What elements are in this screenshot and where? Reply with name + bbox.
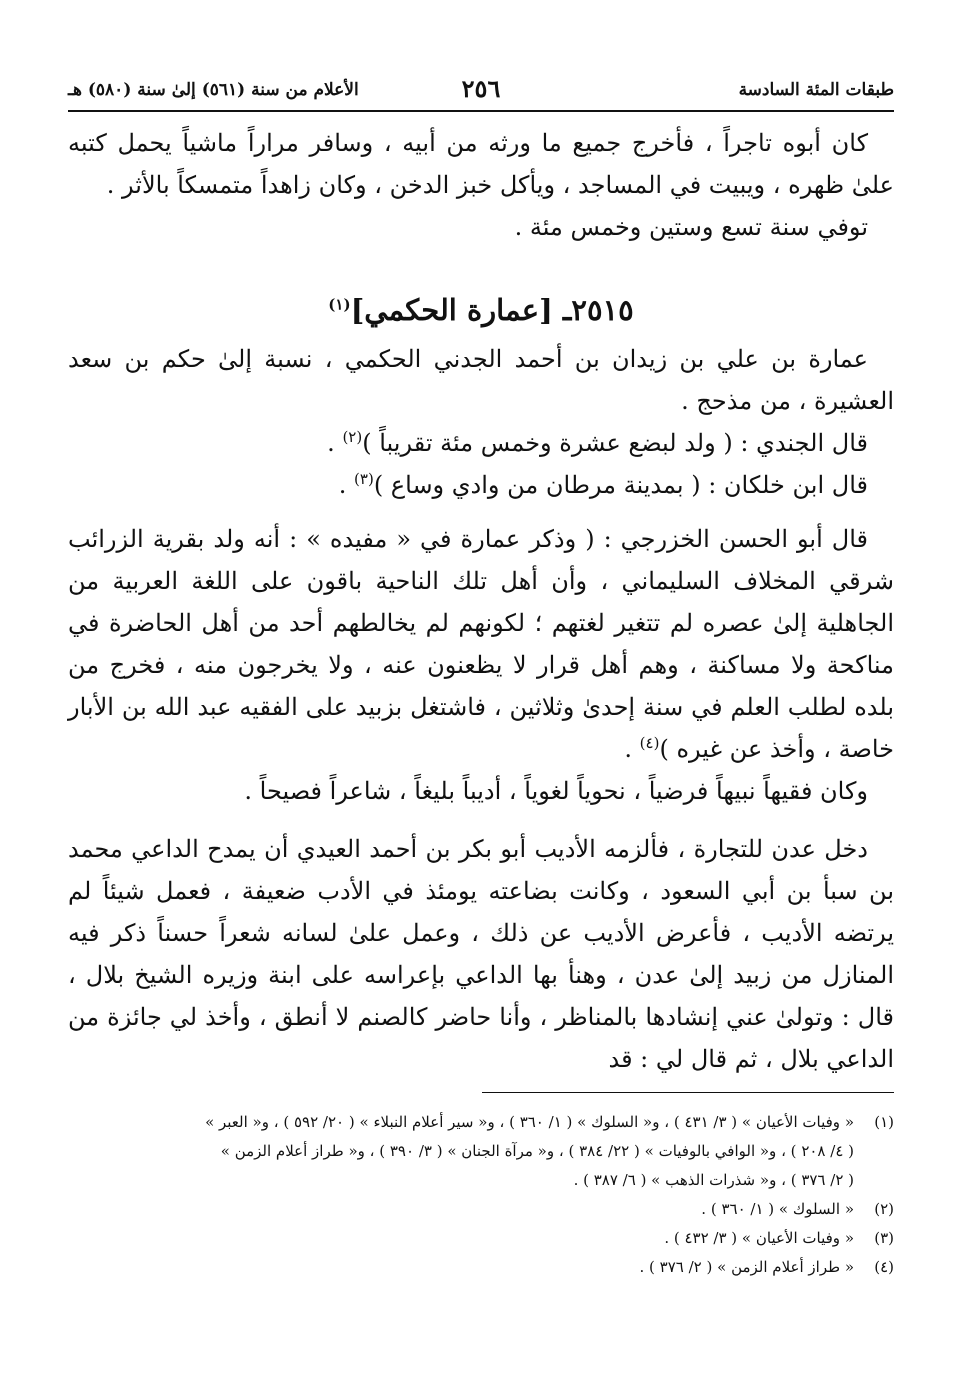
header-divider <box>68 110 894 112</box>
footnote-text-continued: ( ٢/ ٣٧٦ ) ، و« شذرات الذهب » ( ٦/ ٣٨٧ ) . <box>573 1171 854 1189</box>
footnotes <box>68 1108 894 1282</box>
quote-jundi-text: قال الجندي : ( ولد لبضع عشرة وخمس مئة تقريباً ) <box>362 429 868 457</box>
footnote-number: (١) <box>874 1113 894 1131</box>
footnote-text: « وفيات الأعيان » ( ٣/ ٤٣٢ ) . <box>664 1229 854 1247</box>
quote-ibn-khallikan-text: قال ابن خلكان : ( بمدينة مرطان من وادي وساع ) <box>373 471 868 499</box>
footnote-text-continued: ( ٤/ ٢٠٨ ) ، و« الوافي بالوفيات » ( ٢٢/ ٣٨٤ ) ، و« مرآة الجنان » ( ٣/ ٣٩٠ ) ، و« طراز أعلام الزمن » <box>220 1142 854 1160</box>
footnote-text: « وفيات الأعيان » ( ٣/ ٤٣١ ) ، و« السلوك » ( ١/ ٣٦٠ ) ، و« سير أعلام النبلاء » ( ٢٠/ ٥٩٢ ) ، و« العبر » <box>205 1113 854 1131</box>
entry-title <box>68 288 894 332</box>
paragraph-father: كان أبوه تاجراً ، فأخرج جميع ما ورثه من أبيه ، وسافر مراراً ماشياً يحمل كتبه علىٰ ظهره ، ويبيت في المساجد ، ويأكل خبز الدخن ، وكان زاهداً متمسكاً بالأثر . <box>68 129 894 199</box>
entry-title-text: ٢٥١٥ـ [عمارة الحكمي] <box>350 293 634 327</box>
page-number: ٢٥٦ <box>461 74 501 103</box>
footnote-item <box>68 1195 894 1224</box>
footnote-number: (٢) <box>874 1200 894 1218</box>
quote-khazraji-text: قال أبو الحسن الخزرجي : ( وذكر عمارة في « مفيده » : أنه ولد بقرية الزرائب شرقي المخلاف السليماني ، وأن أهل تلك الناحية باقون على اللغة العربية من الجاهلية إلىٰ عصره لم تتغير لغتهم ؛ لكونهم لم يخالطهم أحد من أهل الحاضرة في مناكحة ولا مساكنة ، وهم أهل قرار لا يظعنون عنه ، ولا يخرجون منه ، فخرج من بلده لطلب العلم في سنة إحدىٰ وثلاثين ، فاشتغل بزبيد على الفقيه عبد الله بن الأبار خاصة ، وأخذ عن غيره ) <box>68 525 894 763</box>
paragraph-death-date: توفي سنة تسع وستين وخمس مئة . <box>514 213 868 241</box>
footnote-ref-2: (٢) <box>342 428 363 446</box>
main-text <box>68 122 894 1080</box>
footnote-ref-3: (٣) <box>354 470 374 488</box>
paragraph-praise: وكان فقيهاً نبيهاً فرضياً ، نحوياً لغوياً ، أديباً بليغاً ، شاعراً فصيحاً . <box>244 777 868 805</box>
footnote-ref-1: (١) <box>328 295 351 314</box>
footnote-ref-4: (٤) <box>639 734 660 752</box>
quote-ibn-khallikan: قال ابن خلكان : ( بمدينة مرطان من وادي وساع )$^{(٣)}$ . <box>338 470 868 499</box>
footnote-divider <box>482 1092 894 1093</box>
paragraph-lineage: عمارة بن علي بن زيدان بن أحمد الجدني الحكمي ، نسبة إلىٰ حكم بن سعد العشيرة ، من مذحج . <box>68 345 894 415</box>
footnote-item <box>68 1108 894 1137</box>
footnote-text: « السلوك » ( ١/ ٣٦٠ ) . <box>701 1200 854 1218</box>
quote-jundi: قال الجندي : ( ولد لبضع عشرة وخمس مئة تقريباً )$^{(٢)}$ . <box>327 428 868 457</box>
footnote-number: (٣) <box>874 1229 894 1247</box>
footnote-item <box>68 1253 894 1282</box>
footnote-number: (٤) <box>874 1258 894 1276</box>
footnote-item <box>68 1224 894 1253</box>
quote-khazraji: قال أبو الحسن الخزرجي : ( وذكر عمارة في « مفيده » : أنه ولد بقرية الزرائب شرقي المخلاف السليماني ، وأن أهل تلك الناحية باقون على اللغة العربية من الجاهلية إلىٰ عصره لم تتغير لغتهم ؛ لكونهم لم يخالطهم أحد من أهل الحاضرة في مناكحة ولا مساكنة ، وهم أهل قرار لا يظعنون عنه ، ولا يخرجون منه ، فخرج من بلده لطلب العلم في سنة إحدىٰ وثلاثين ، فاشتغل بزبيد على الفقيه عبد الله بن الأبار خاصة ، وأخذ عن غيره )$^{(٤)}$ . <box>68 525 894 763</box>
paragraph-aden-story: دخل عدن للتجارة ، فألزمه الأديب أبو بكر بن أحمد العيدي أن يمدح الداعي محمد بن سبأ بن أبي السعود ، وكانت بضاعته يومئذ في الأدب ضعيفة ، فعمل شيئاً لم يرتضه الأديب ، فأعرض الأديب عن ذلك ، وعمل علىٰ لسانه شعراً حسناً ذكر فيه المنازل من زبيد إلىٰ عدن ، وهنأ بها الداعي بإعراسه على ابنة وزيره الشيخ بلال ، قال : وتولىٰ عني إنشادها بالمناظر ، وأنا حاضر كالصنم لا أنطق ، وأخذ لي جائزة من الداعي بلال ، ثم قال لي : قد <box>68 835 894 1073</box>
running-header <box>68 74 894 114</box>
section-title: طبقات المئة السادسة <box>738 80 894 100</box>
footnote-text: « طراز أعلام الزمن » ( ٢/ ٣٧٦ ) . <box>639 1258 854 1276</box>
volume-range: الأعلام من سنة (٥٦١) إلىٰ سنة (٥٨٠) هـ <box>68 80 359 100</box>
